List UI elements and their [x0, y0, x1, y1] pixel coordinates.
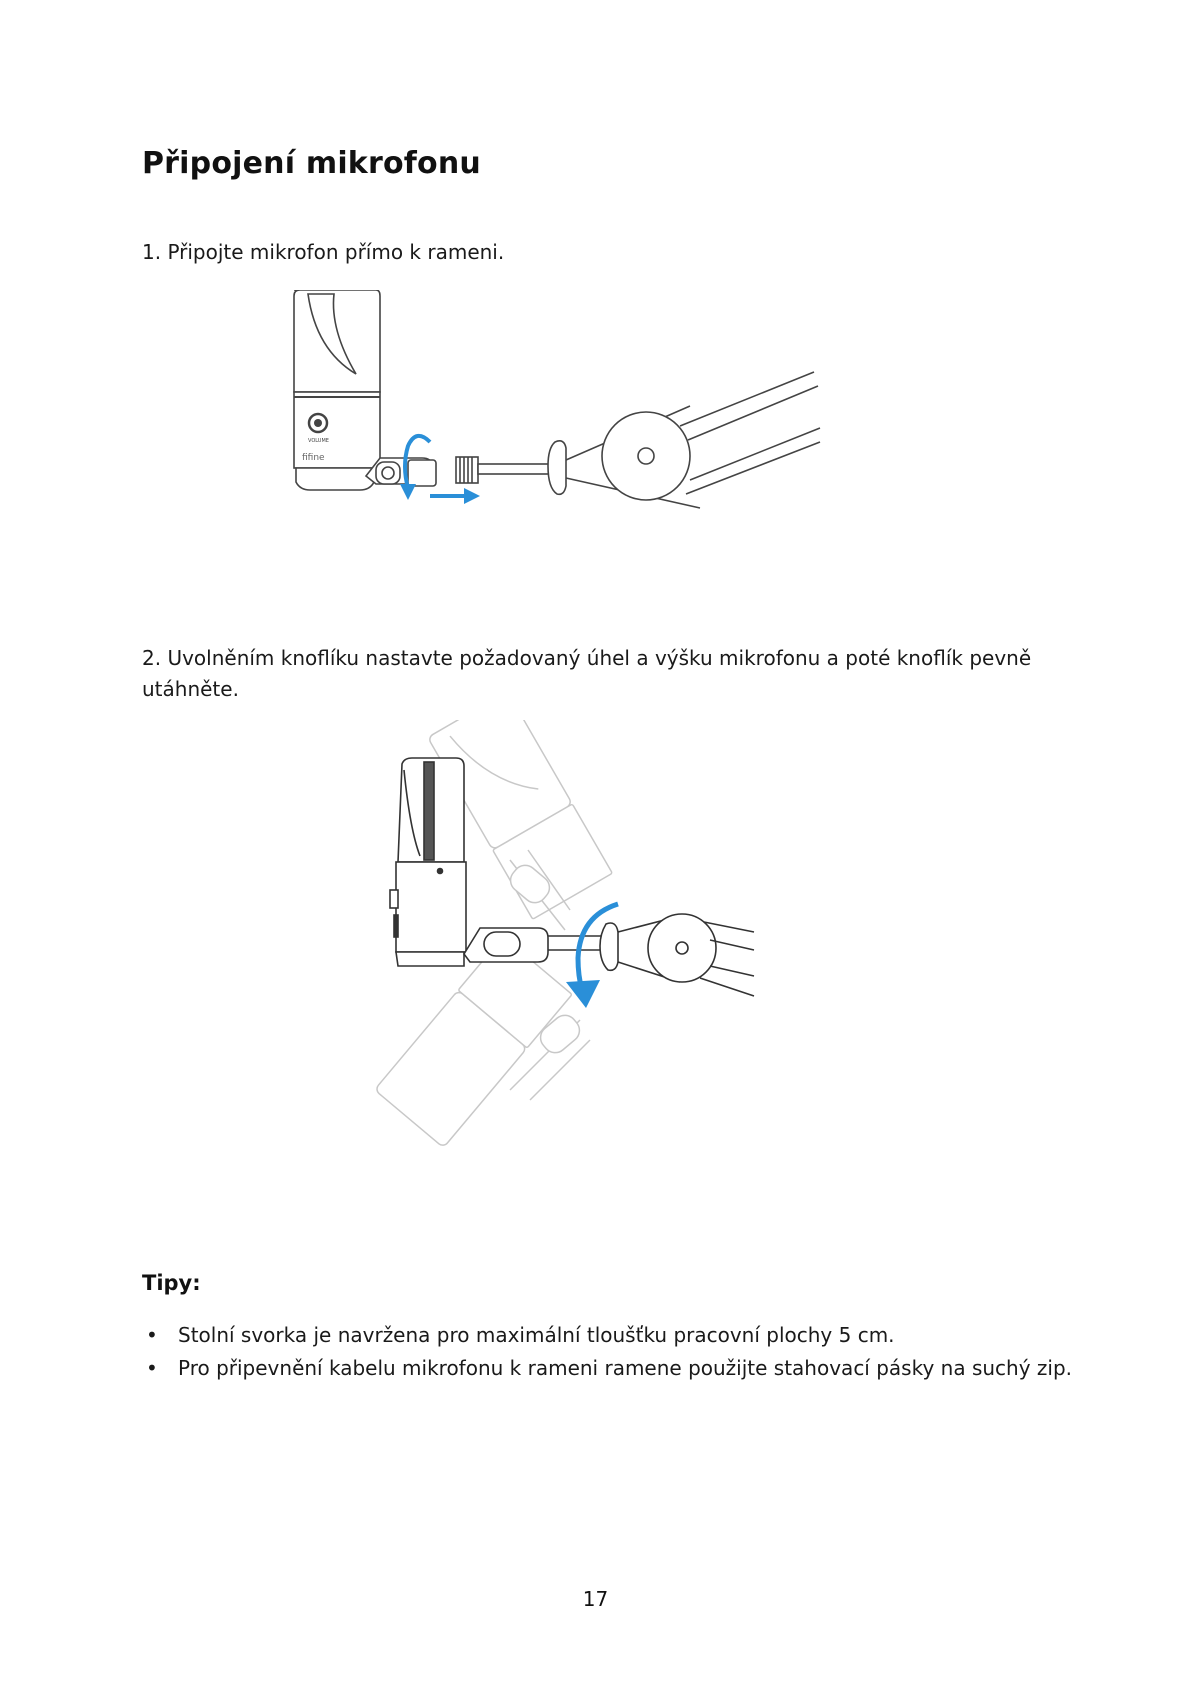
microphone-illustration	[294, 290, 380, 490]
step-1-text: 1. Připojte mikrofon přímo k rameni.	[142, 240, 505, 264]
bullet-dot-icon: •	[146, 1356, 158, 1380]
main-microphone	[390, 758, 466, 966]
tip-item	[142, 1352, 1072, 1385]
mic-brand-label: fifine	[302, 453, 325, 463]
tip-text: Pro připevnění kabelu mikrofonu k rameni ramene použijte stahovací pásky na suchý zip.	[178, 1356, 1073, 1380]
bullet-dot-icon: •	[146, 1323, 158, 1347]
down-arrow-head-icon	[400, 484, 416, 500]
tips-list	[142, 1319, 1072, 1385]
figure-mic-attach	[280, 290, 900, 550]
page-title: Připojení mikrofonu	[142, 146, 481, 181]
figure-angle-adjust	[360, 720, 830, 1200]
page-number: 17	[582, 1587, 609, 1611]
right-arrow-head-icon	[464, 488, 480, 504]
arm-joint	[548, 372, 820, 508]
step-2-text: 2. Uvolněním knoflíku nastavte požadovaný úhel a výšku mikrofonu a poté knoflík pevně utáhněte.	[142, 646, 1032, 701]
right-arrow-shaft	[430, 494, 466, 498]
tips-heading: Tipy:	[142, 1271, 201, 1295]
tip-text: Stolní svorka je navržena pro maximální tloušťku pracovní plochy 5 cm.	[178, 1323, 895, 1347]
mic-volume-label: VOLUME	[308, 438, 329, 444]
mount-knob	[366, 458, 436, 486]
tip-item	[142, 1319, 1072, 1352]
thread-connector	[456, 457, 554, 483]
